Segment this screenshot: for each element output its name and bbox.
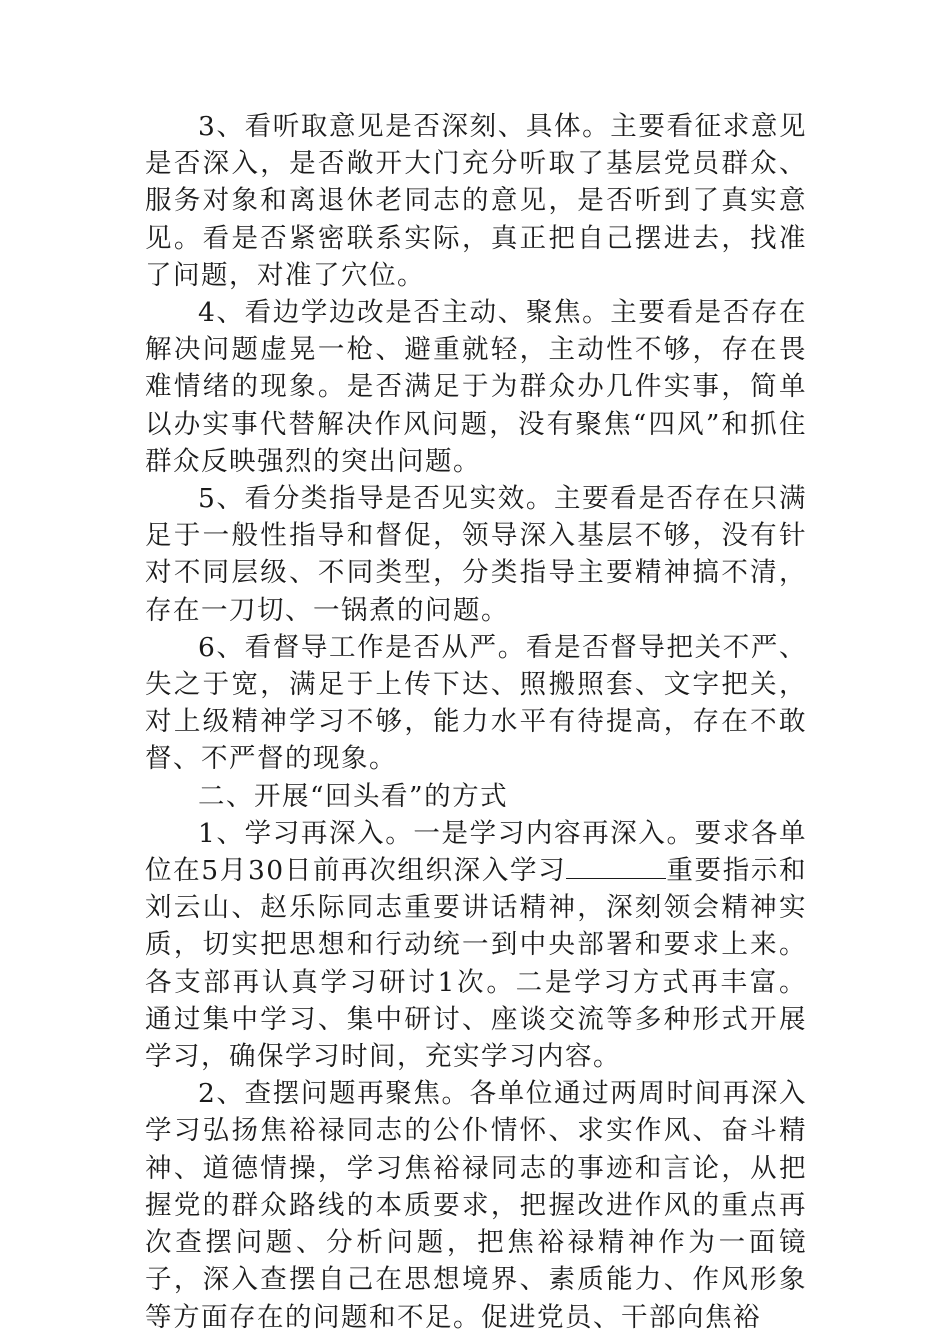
- paragraph-problem-focus: 2、查摆问题再聚焦。各单位通过两周时间再深入学习弘扬焦裕禄同志的公仆情怀、求实作风、奋斗精神、道德情操，学习焦裕禄同志的事迹和言论，从把握党的群众路线的本质要求，把握改进作风的重点再次查摆问题、分析问题，把焦裕禄精神作为一面镜子，深入查摆自己在思想境界、素质能力、作风形象等方面存在的问题和不足。促进党员、干部向焦裕: [145, 1078, 807, 1333]
- document-body: [145, 108, 807, 1336]
- paragraph-item-3: 3、看听取意见是否深刻、具体。主要看征求意见是否深入，是否敞开大门充分听取了基层党员群众、服务对象和离退休老同志的意见，是否听到了真实意见。看是否紧密联系实际，真正把自己摆进去，找准了问题，对准了穴位。: [145, 111, 807, 291]
- section-heading: 二、开展“回头看”的方式: [198, 780, 509, 812]
- paragraph-study-deeper-text-a: 1、学习再深入。一是学习内容再深入。要求各单位在5月30日前再次组织深入学习: [145, 817, 807, 887]
- paragraph-item-5: 5、看分类指导是否见实效。主要看是否存在只满足于一般性指导和督促，领导深入基层不够，没有针对不同层级、不同类型，分类指导主要精神搞不清，存在一刀切、一锅煮的问题。: [145, 483, 807, 626]
- paragraph-study-deeper-text-b: 重要指示和刘云山、赵乐际同志重要讲话精神，深刻领会精神实质，切实把思想和行动统一到中央部署和要求上来。各支部再认真学习研讨1次。二是学习方式再丰富。通过集中学习、集中研讨、座谈交流等多种形式开展学习，确保学习时间，充实学习内容。: [145, 855, 807, 1073]
- paragraph-item-6: 6、看督导工作是否从严。看是否督导把关不严、失之于宽，满足于上传下达、照搬照套、文字把关，对上级精神学习不够，能力水平有待提高，存在不敢督、不严督的现象。: [145, 631, 807, 775]
- paragraph-study-deeper: [145, 815, 807, 1075]
- fill-in-blank: [566, 852, 666, 879]
- paragraph-item-4: 4、看边学边改是否主动、聚焦。主要看是否存在解决问题虚晃一枪、避重就轻，主动性不够，存在畏难情绪的现象。是否满足于为群众办几件实事，简单以办实事代替解决作风问题，没有聚焦“四风”和抓住群众反映强烈的突出问题。: [145, 297, 807, 477]
